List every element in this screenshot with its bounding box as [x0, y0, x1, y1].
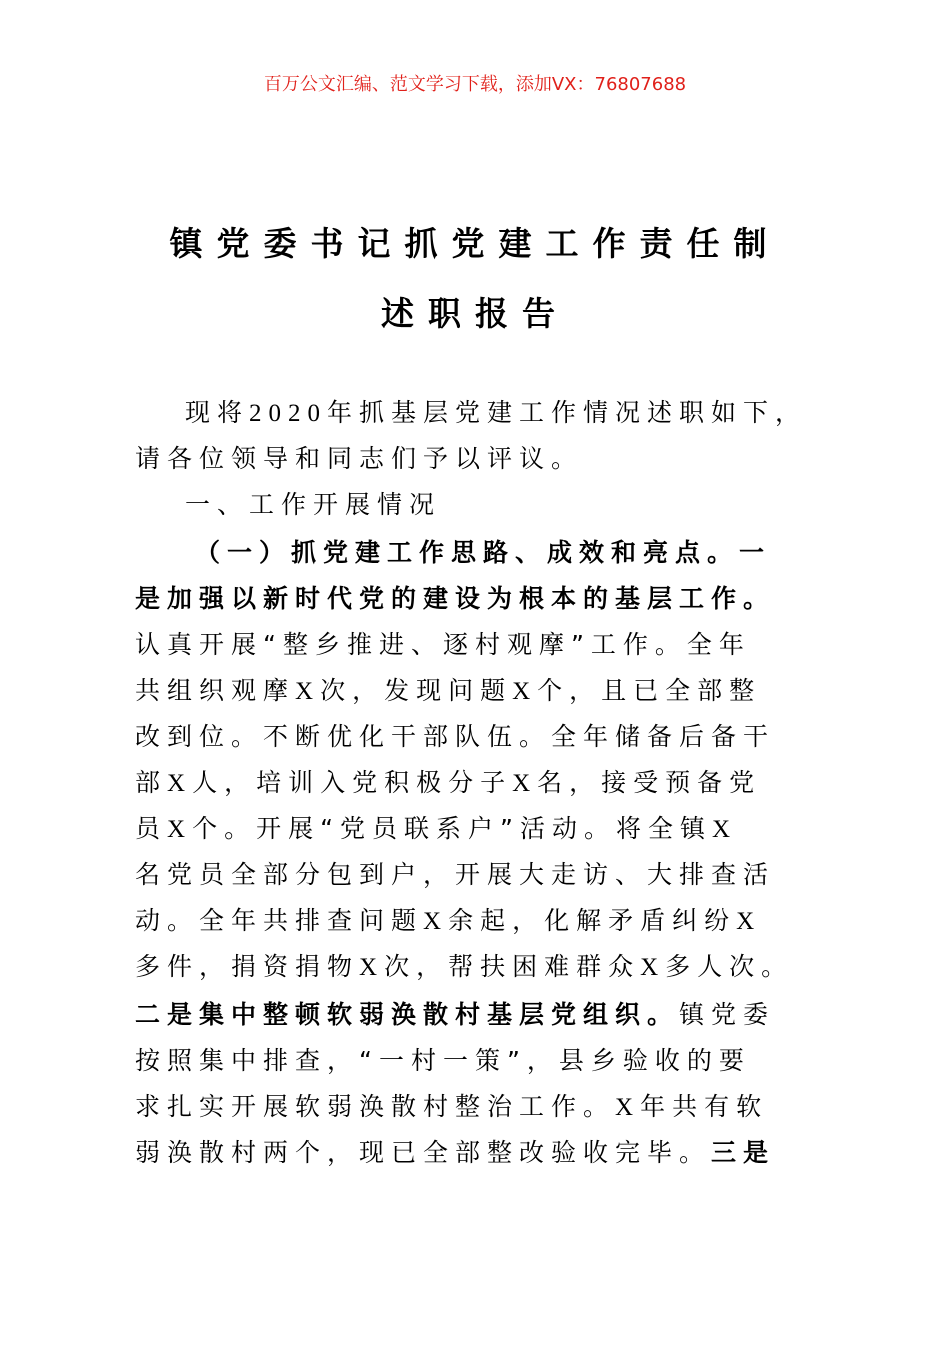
text-segment: 请各位领导和同志们予以评议。 [135, 444, 584, 473]
text-segment: 改到位。不断优化干部队伍。全年储备后备干 [135, 722, 776, 751]
text-segment: 员X个。开展“党员联系户”活动。将全镇X [135, 814, 738, 843]
body-line [135, 1046, 825, 1076]
bold-text-segment: 是加强以新时代党的建设为根本的基层工作。 [135, 584, 776, 613]
body-line [135, 768, 825, 799]
body-line [135, 444, 825, 474]
body-line [135, 814, 825, 845]
text-segment: 动。全年共排查问题X余起，化解矛盾纠纷X [135, 906, 762, 935]
text-segment: 认真开展“整乡推进、逐村观摩”工作。全年 [135, 630, 751, 659]
text-segment: 部X人，培训入党积极分子X名，接受预备党 [135, 768, 762, 797]
body-line [135, 676, 825, 707]
text-segment: 弱涣散村两个，现已全部整改验收完毕。 [135, 1138, 712, 1167]
text-segment: 现将2020年抓基层党建工作情况述职如下， [185, 398, 808, 427]
body-line [185, 398, 875, 429]
body-line [185, 490, 875, 520]
watermark-header: 百万公文汇编、范文学习下载，添加VX：76807688 [263, 74, 687, 95]
bold-text-segment: 二是集中整顿软弱涣散村基层党组织。 [135, 1000, 680, 1029]
text-segment: 一、工作开展情况 [185, 490, 442, 519]
text-segment: 共组织观摩X次，发现问题X个，且已全部整 [135, 676, 762, 705]
bold-text-segment: （一）抓党建工作思路、成效和亮点。一 [195, 538, 772, 567]
document-title-line-1: 镇党委书记抓党建工作责任制 [169, 224, 781, 263]
text-segment: 镇党委 [679, 1000, 776, 1029]
body-line [195, 538, 885, 568]
body-line [135, 630, 825, 660]
body-line [135, 1092, 825, 1123]
body-line [135, 952, 825, 983]
body-line [135, 860, 825, 890]
body-line [135, 722, 825, 752]
body-line [135, 906, 825, 937]
body-line [135, 1138, 825, 1168]
text-segment: 求扎实开展软弱涣散村整治工作。X年共有软 [135, 1092, 769, 1121]
bold-text-segment: 三是 [711, 1138, 776, 1167]
body-line [135, 584, 825, 614]
text-segment: 名党员全部分包到户，开展大走访、大排查活 [135, 860, 776, 889]
body-line [135, 1000, 825, 1030]
text-segment: 多件，捐资捐物X次，帮扶困难群众X多人次。 [135, 952, 794, 981]
document-title-line-2: 述职报告 [381, 294, 569, 333]
text-segment: 按照集中排查，“一村一策”，县乡验收的要 [135, 1046, 751, 1075]
